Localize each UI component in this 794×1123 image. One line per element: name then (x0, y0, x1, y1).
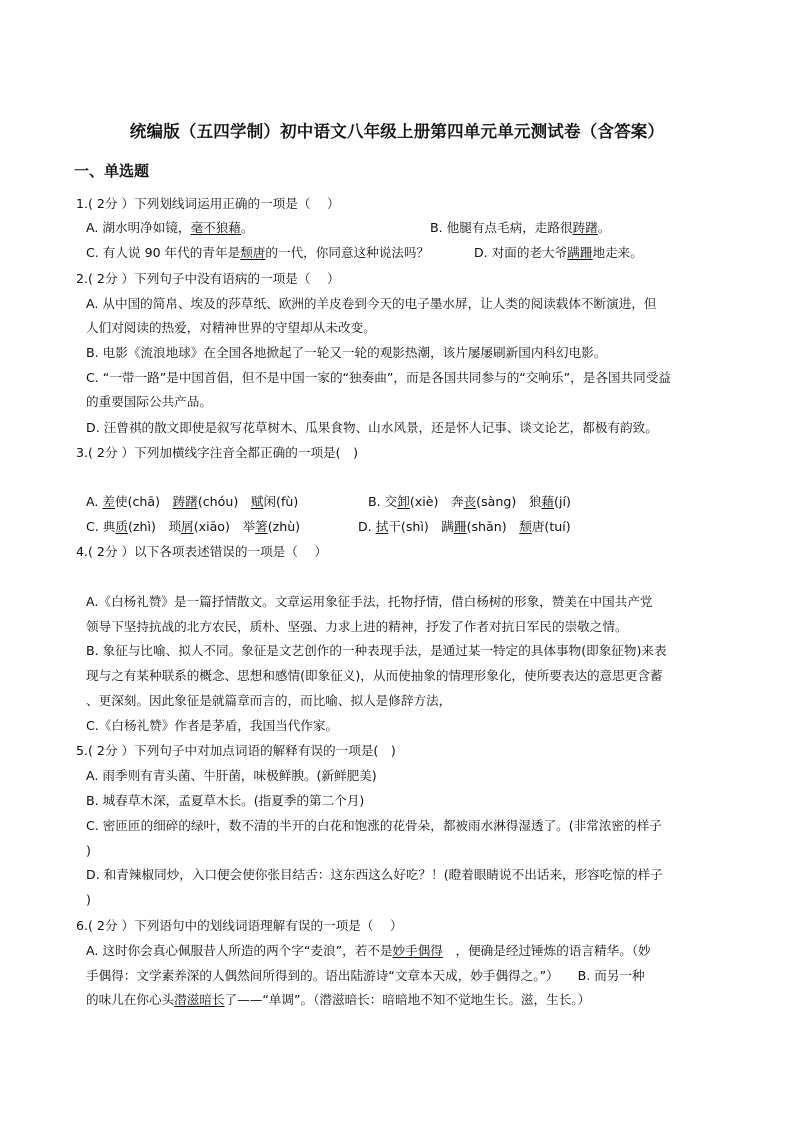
question-5-option-b: B. 城春草木深，孟夏草木长。(指夏季的第二个月) (86, 793, 365, 808)
question-1-stem: 1.( 2分 ）下列划线词运用正确的一项是（ ） (76, 196, 340, 211)
page-title: 统编版（五四学制）初中语文八年级上册第四单元单元测试卷（含答案） (129, 122, 665, 141)
question-6-option-a-cont: 手偶得：文学素养深的人偶然间所得到的。语出陆游诗“文章本天成，妙手偶得之。”） B. 而另一种 (86, 968, 645, 983)
question-5-option-c: C. 密匝匝的细碎的绿叶，数不清的半开的白花和饱涨的花骨朵，都被雨水淋得湿透了。(非常浓密的样子 (86, 818, 662, 833)
question-3-option-a: A. 差使(chā) 踌躇(chóu) 赋闲(fù) (86, 494, 299, 509)
question-2-stem: 2.( 2分 ）下列句子中没有语病的一项是（ ） (76, 271, 340, 286)
question-4-option-a-cont: 领导下坚持抗战的北方农民，质朴、坚强、力求上进的精神，抒发了作者对抗日军民的崇敬之情。 (86, 619, 628, 634)
question-5-stem: 5.( 2分 ）下列句子中对加点词语的解释有误的一项是( ) (76, 743, 396, 758)
question-2-option-b: B. 电影《流浪地球》在全国各地掀起了一轮又一轮的观影热潮，该片屡屡刷新国内科幻电影。 (86, 345, 607, 360)
question-6-option-a: A. 这时你会真心佩服昔人所造的两个字“麦浪”，若不是妙手偶得 ，便确是经过锤炼的语言精华。（妙 (86, 943, 651, 958)
question-4-option-c: C.《白杨礼赞》作者是茅盾，我国当代作家。 (86, 718, 339, 733)
question-2-option-c-cont: 的重要国际公共产品。 (86, 394, 212, 409)
question-1-option-c: C. 有人说 90 年代的青年是颓唐的一代，你同意这种说法吗？ (86, 245, 430, 260)
question-1-option-a: A. 湖水明净如镜，毫不狼藉。 (86, 220, 254, 235)
question-5-option-d-cont: ) (86, 892, 91, 907)
question-4-option-b-cont2: 、更深刻。因此象征是就篇章而言的，而比喻、拟人是修辞方法， (86, 693, 452, 708)
question-4-option-b-cont1: 现与之有某种联系的概念、思想和感情(即象征义)，从而使抽象的情理形象化，使所要表达的意思更含蓄 (86, 668, 663, 683)
question-4-option-a: A.《白杨礼赞》是一篇抒情散文。文章运用象征手法，托物抒情，借白杨树的形象，赞美在中国共产党 (86, 594, 653, 609)
question-3-option-b: B. 交卸(xiè) 奔丧(sàng) 狼藉(jí) (368, 494, 571, 509)
question-4-option-b: B. 象征与比喻、拟人不同。象征是文艺创作的一种表现手法，是通过某一特定的具体事物(即象征物)来表 (86, 643, 667, 658)
question-2-option-d: D. 汪曾祺的散文即使是叙写花草树木、瓜果食物、山水风景，还是怀人记事、谈文论艺，都极有韵致。 (86, 420, 658, 435)
question-3-option-d: D. 拭干(shì) 蹒跚(shān) 颓唐(tuí) (358, 519, 571, 534)
question-6-stem: 6.( 2分 ）下列语句中的划线词语理解有误的一项是（ ） (76, 918, 403, 933)
question-2-option-a-cont: 人们对阅读的热爱，对精神世界的守望却从未改变。 (86, 320, 376, 335)
section-heading: 一、单选题 (74, 162, 150, 180)
question-2-option-a: A. 从中国的简帛、埃及的莎草纸、欧洲的羊皮卷到今天的电子墨水屏，让人类的阅读载体不断演进，但 (86, 296, 657, 311)
question-6-option-b-cont: 的味儿在你心头潜滋暗长了——“单调”。（潜滋暗长：暗暗地不知不觉地生长。滋，生长。） (86, 992, 591, 1007)
question-3-stem: 3.( 2分 ）下列加横线字注音全都正确的一项是( ) (76, 445, 359, 460)
question-2-option-c: C. “一带一路”是中国首倡，但不是中国一家的“独奏曲”，而是各国共同参与的“交响乐”，是各国共同受益 (86, 370, 671, 385)
question-1-option-d: D. 对面的老大爷蹒跚地走来。 (474, 245, 643, 260)
question-3-option-c: C. 典质(zhì) 琐屑(xiāo) 举箸(zhù) (86, 519, 301, 534)
question-5-option-c-cont: ) (86, 843, 91, 858)
question-5-option-a: A. 雨季则有青头菌、牛肝菌，味极鲜腴。(新鲜肥美) (86, 768, 377, 783)
question-4-stem: 4.( 2分 ）以下各项表述错误的一项是（ ） (76, 544, 328, 559)
question-1-option-b: B. 他腿有点毛病，走路很踌躇。 (430, 220, 611, 235)
question-5-option-d: D. 和青辣椒同炒，入口便会使你张目结舌：这东西这么好吃？！(瞪着眼睛说不出话来，形容吃惊的样子 (86, 867, 663, 882)
